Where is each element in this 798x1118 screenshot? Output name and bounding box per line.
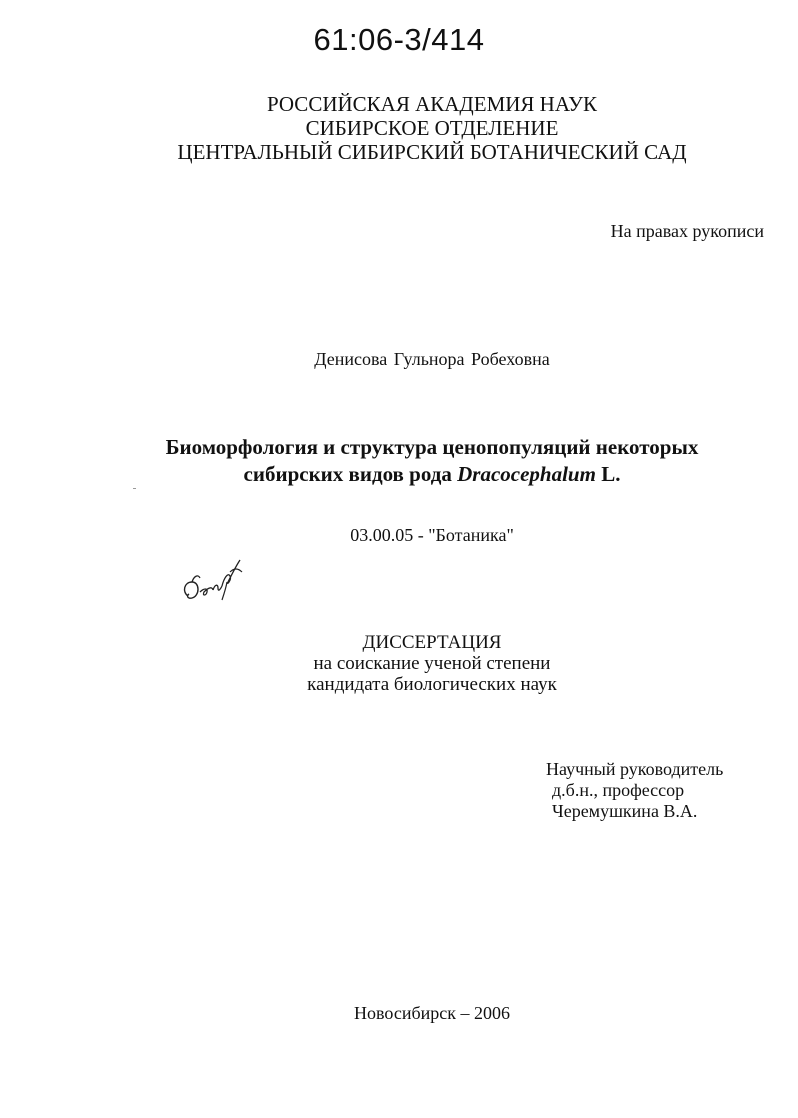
thesis-title-line1: Биоморфология и структура ценопопуляций некоторых (165, 435, 699, 459)
institution-academy: РОССИЙСКАЯ АКАДЕМИЯ НАУК (266, 92, 598, 116)
supervisor-block (546, 759, 723, 822)
author-name (0, 349, 798, 370)
institution-block (0, 92, 798, 164)
document-type-heading: ДИССЕРТАЦИЯ (362, 632, 502, 653)
document-type (0, 632, 798, 695)
document-type-degree: на соискание ученой степени (313, 653, 551, 674)
catalog-number-text: 61:06-3/414 (313, 22, 485, 57)
specialty-code: 03.00.05 - "Ботаника" (350, 525, 514, 545)
scan-speck (133, 488, 136, 489)
catalog-number (0, 22, 798, 58)
thesis-title-authority: L. (601, 462, 621, 486)
thesis-title-genus: Dracocephalum (457, 462, 596, 486)
institution-garden: ЦЕНТРАЛЬНЫЙ СИБИРСКИЙ БОТАНИЧЕСКИЙ САД (177, 140, 687, 164)
handwritten-signature (180, 552, 252, 614)
thesis-title-prefix: сибирских видов рода (243, 462, 452, 486)
thesis-title (0, 434, 798, 488)
document-type-field: кандидата биологических наук (307, 674, 557, 695)
thesis-title-line2 (0, 461, 798, 488)
institution-branch: СИБИРСКОЕ ОТДЕЛЕНИЕ (305, 116, 559, 140)
supervisor-degree: д.б.н., профессор (552, 780, 685, 800)
supervisor-name: Черемушкина В.А. (552, 801, 698, 821)
supervisor-role: Научный руководитель (546, 759, 724, 779)
manuscript-note: На правах рукописи (610, 221, 764, 241)
city-year: Новосибирск – 2006 (354, 1003, 510, 1023)
author-surname: Денисова (314, 349, 388, 369)
author-given-names: Гульнора Робеховна (393, 349, 550, 369)
